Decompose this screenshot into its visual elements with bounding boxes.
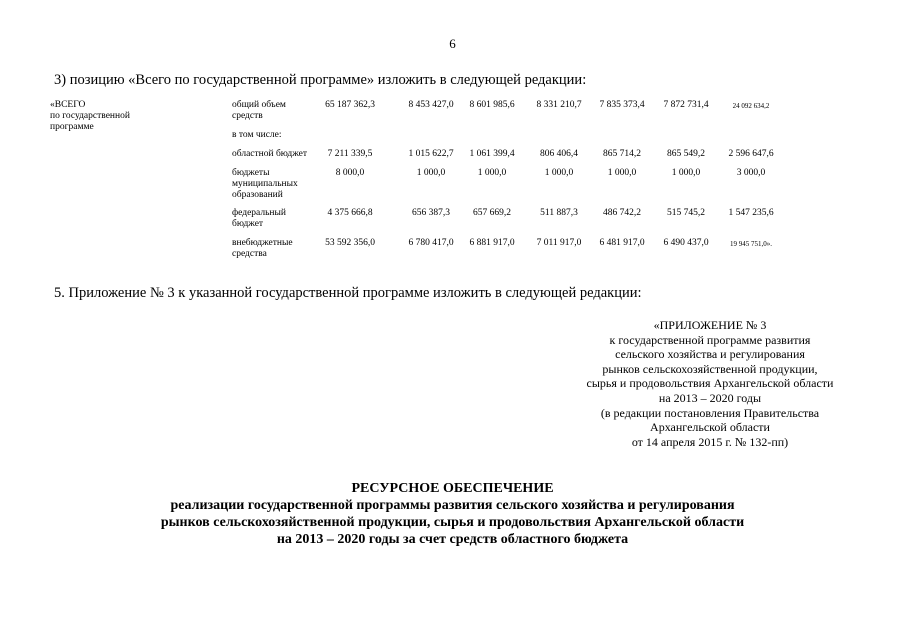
value-cell: 1 547 235,6: [728, 208, 774, 218]
value-cell: 3 000,0: [736, 168, 766, 178]
value-cell: 1 000,0: [671, 168, 701, 178]
appendix-header: [560, 318, 860, 449]
budget-table: [0, 98, 905, 268]
value-cell: 657 669,2: [473, 208, 511, 218]
row-label: общий объем средств: [232, 100, 286, 121]
value-cell: 6 481 917,0: [599, 238, 645, 248]
value-cell: 486 742,2: [603, 208, 641, 218]
value-cell: 2 596 647,6: [728, 149, 774, 159]
appendix-line: Архангельской области: [650, 420, 770, 435]
value-cell: 1 015 622,7: [408, 149, 454, 159]
value-cell: 6 780 417,0: [408, 238, 454, 248]
value-cell: 19 945 751,0».: [730, 240, 772, 248]
row-label: в том числе:: [232, 130, 282, 140]
heading-line: на 2013 – 2020 годы за счет средств областного бюджета: [276, 532, 629, 547]
resource-heading: [0, 480, 905, 548]
appendix-line: от 14 апреля 2015 г. № 132-пп): [631, 434, 789, 449]
value-cell: 656 387,3: [412, 208, 450, 218]
appendix-line: (в редакции постановления Правительства: [600, 405, 820, 420]
value-cell: 1 061 399,4: [469, 149, 515, 159]
page-number: 6: [449, 36, 456, 51]
value-cell: 1 000,0: [416, 168, 446, 178]
item-5-text: 5. Приложение № 3 к указанной государственной программе изложить в следующей редакции:: [54, 285, 642, 301]
value-cell: 7 011 917,0: [536, 238, 582, 248]
value-cell: 8 601 985,6: [469, 100, 515, 110]
section-label: «ВСЕГО по государственной программе: [50, 100, 130, 132]
row-label: внебюджетные средства: [232, 238, 293, 259]
heading-line: реализации государственной программы развития сельского хозяйства и регулирования: [170, 498, 735, 513]
appendix-line: сырья и продовольствия Архангельской области: [586, 376, 834, 391]
value-cell: 53 592 356,0: [325, 238, 375, 248]
value-cell: 865 714,2: [603, 149, 641, 159]
value-cell: 6 490 437,0: [663, 238, 709, 248]
value-cell: 8 000,0: [335, 168, 365, 178]
value-cell: 6 881 917,0: [469, 238, 515, 248]
value-cell: 806 406,4: [540, 149, 578, 159]
appendix-line: «ПРИЛОЖЕНИЕ № 3: [653, 318, 767, 332]
row-label: областной бюджет: [232, 149, 308, 159]
value-cell: 515 745,2: [667, 208, 705, 218]
value-cell: 865 549,2: [667, 149, 705, 159]
value-cell: 1 000,0: [477, 168, 507, 178]
value-cell: 7 872 731,4: [663, 100, 709, 110]
value-cell: 65 187 362,3: [325, 100, 375, 110]
row-label: федеральный бюджет: [232, 208, 286, 229]
appendix-line: на 2013 – 2020 годы: [658, 390, 762, 405]
value-cell: 1 000,0: [607, 168, 637, 178]
value-cell: 4 375 666,8: [327, 208, 373, 218]
heading-title: РЕСУРСНОЕ ОБЕСПЕЧЕНИЕ: [351, 481, 554, 496]
value-cell: 511 887,3: [540, 208, 578, 218]
appendix-line: сельского хозяйства и регулирования: [615, 347, 805, 362]
value-cell: 24 092 634,2: [732, 102, 770, 110]
value-cell: 1 000,0: [544, 168, 574, 178]
value-cell: 7 835 373,4: [599, 100, 645, 110]
value-cell: 8 331 210,7: [536, 100, 582, 110]
value-cell: 8 453 427,0: [408, 100, 454, 110]
item-3-text: 3) позицию «Всего по государственной программе» изложить в следующей редакции:: [54, 72, 587, 88]
appendix-line: рынков сельскохозяйственной продукции,: [602, 361, 818, 376]
value-cell: 7 211 339,5: [327, 149, 373, 159]
row-label: бюджеты муниципальных образований: [232, 168, 298, 200]
heading-line: рынков сельскохозяйственной продукции, сырья и продовольствия Архангельской области: [160, 515, 745, 530]
appendix-line: к государственной программе развития: [609, 332, 811, 347]
